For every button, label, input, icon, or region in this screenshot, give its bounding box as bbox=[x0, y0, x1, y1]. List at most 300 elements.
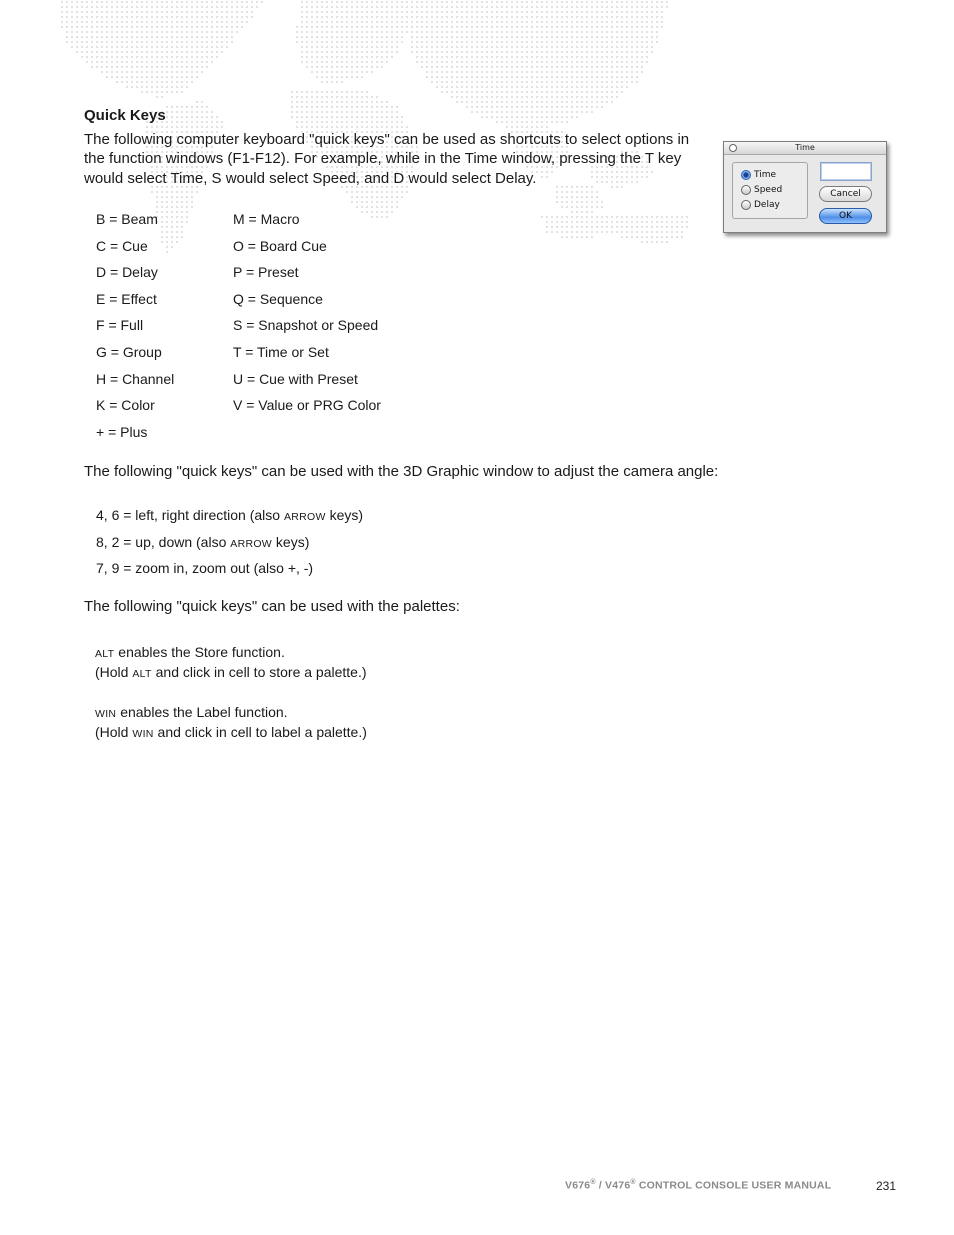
map-dot bbox=[541, 216, 543, 218]
map-dot bbox=[186, 76, 188, 78]
map-dot bbox=[651, 21, 653, 23]
map-dot bbox=[456, 11, 458, 13]
map-dot bbox=[356, 51, 358, 53]
map-dot bbox=[626, 26, 628, 28]
map-dot bbox=[481, 106, 483, 108]
map-dot bbox=[216, 11, 218, 13]
map-dot bbox=[591, 206, 593, 208]
map-dot bbox=[601, 226, 603, 228]
map-dot bbox=[191, 71, 193, 73]
map-dot bbox=[506, 101, 508, 103]
map-dot bbox=[381, 46, 383, 48]
map-dot bbox=[221, 126, 223, 128]
map-dot bbox=[336, 66, 338, 68]
map-dot bbox=[421, 36, 423, 38]
map-dot bbox=[121, 1, 123, 3]
map-dot bbox=[81, 26, 83, 28]
map-dot bbox=[591, 191, 593, 193]
time-value-input[interactable] bbox=[820, 162, 872, 181]
map-dot bbox=[161, 31, 163, 33]
map-dot bbox=[381, 21, 383, 23]
map-dot bbox=[506, 31, 508, 33]
map-dot bbox=[501, 36, 503, 38]
map-dot bbox=[506, 36, 508, 38]
map-dot bbox=[301, 41, 303, 43]
map-dot bbox=[376, 61, 378, 63]
map-dot bbox=[526, 101, 528, 103]
map-dot bbox=[301, 51, 303, 53]
map-dot bbox=[346, 31, 348, 33]
map-dot bbox=[186, 11, 188, 13]
map-dot bbox=[301, 56, 303, 58]
map-dot bbox=[496, 11, 498, 13]
map-dot bbox=[191, 201, 193, 203]
map-dot bbox=[246, 16, 248, 18]
map-dot bbox=[296, 126, 298, 128]
map-dot bbox=[546, 46, 548, 48]
map-dot bbox=[351, 1, 353, 3]
map-dot bbox=[561, 231, 563, 233]
map-dot bbox=[156, 86, 158, 88]
map-dot bbox=[446, 91, 448, 93]
map-dot bbox=[96, 46, 98, 48]
map-dot bbox=[91, 61, 93, 63]
map-dot bbox=[491, 46, 493, 48]
map-dot bbox=[646, 41, 648, 43]
map-dot bbox=[161, 96, 163, 98]
map-dot bbox=[216, 31, 218, 33]
map-dot bbox=[351, 6, 353, 8]
map-dot bbox=[521, 96, 523, 98]
map-dot bbox=[326, 106, 328, 108]
map-dot bbox=[541, 16, 543, 18]
map-dot bbox=[336, 51, 338, 53]
map-dot bbox=[446, 51, 448, 53]
map-dot bbox=[76, 31, 78, 33]
map-dot bbox=[206, 26, 208, 28]
map-dot bbox=[191, 11, 193, 13]
map-dot bbox=[296, 101, 298, 103]
map-dot bbox=[531, 71, 533, 73]
close-icon[interactable] bbox=[729, 144, 737, 152]
map-dot bbox=[571, 216, 573, 218]
map-dot bbox=[551, 86, 553, 88]
map-dot bbox=[616, 31, 618, 33]
registered-mark: ® bbox=[630, 1179, 636, 1186]
map-dot bbox=[571, 1, 573, 3]
map-dot bbox=[566, 41, 568, 43]
map-dot bbox=[511, 56, 513, 58]
map-dot bbox=[641, 61, 643, 63]
map-dot bbox=[576, 51, 578, 53]
map-dot bbox=[176, 106, 178, 108]
map-dot bbox=[551, 56, 553, 58]
map-dot bbox=[516, 86, 518, 88]
map-dot bbox=[216, 16, 218, 18]
map-dot bbox=[401, 36, 403, 38]
map-dot bbox=[296, 111, 298, 113]
map-dot bbox=[566, 1, 568, 3]
map-dot bbox=[536, 31, 538, 33]
map-dot bbox=[621, 56, 623, 58]
map-dot bbox=[561, 106, 563, 108]
map-dot bbox=[641, 241, 643, 243]
map-dot bbox=[176, 31, 178, 33]
map-dot bbox=[506, 66, 508, 68]
map-dot bbox=[396, 201, 398, 203]
map-dot bbox=[576, 66, 578, 68]
map-dot bbox=[371, 116, 373, 118]
map-dot bbox=[151, 76, 153, 78]
map-dot bbox=[166, 16, 168, 18]
map-dot bbox=[166, 51, 168, 53]
map-dot bbox=[421, 41, 423, 43]
map-dot bbox=[386, 121, 388, 123]
map-dot bbox=[581, 221, 583, 223]
map-dot bbox=[571, 6, 573, 8]
map-dot bbox=[126, 61, 128, 63]
map-dot bbox=[211, 61, 213, 63]
map-dot bbox=[326, 46, 328, 48]
map-dot bbox=[431, 21, 433, 23]
map-dot bbox=[401, 191, 403, 193]
map-dot bbox=[571, 106, 573, 108]
key-item: E = Effect bbox=[96, 290, 157, 307]
map-dot bbox=[531, 41, 533, 43]
map-dot bbox=[506, 26, 508, 28]
map-dot bbox=[541, 11, 543, 13]
map-dot bbox=[561, 71, 563, 73]
map-dot bbox=[156, 1, 158, 3]
map-dot bbox=[521, 76, 523, 78]
map-dot bbox=[451, 51, 453, 53]
map-dot bbox=[436, 81, 438, 83]
map-dot bbox=[641, 221, 643, 223]
map-dot bbox=[566, 91, 568, 93]
map-dot bbox=[116, 41, 118, 43]
map-dot bbox=[326, 121, 328, 123]
map-dot bbox=[196, 76, 198, 78]
map-dot bbox=[571, 71, 573, 73]
map-dot bbox=[356, 111, 358, 113]
map-dot bbox=[316, 101, 318, 103]
map-dot bbox=[356, 16, 358, 18]
map-dot bbox=[436, 36, 438, 38]
map-dot bbox=[586, 11, 588, 13]
map-dot bbox=[656, 236, 658, 238]
map-dot bbox=[511, 61, 513, 63]
map-dot bbox=[126, 46, 128, 48]
radio-delay[interactable] bbox=[741, 200, 780, 210]
map-dot bbox=[481, 16, 483, 18]
map-dot bbox=[661, 241, 663, 243]
map-dot bbox=[461, 46, 463, 48]
map-dot bbox=[521, 61, 523, 63]
time-dialog bbox=[723, 141, 887, 233]
map-dot bbox=[496, 16, 498, 18]
map-dot bbox=[621, 71, 623, 73]
map-dot bbox=[386, 61, 388, 63]
map-dot bbox=[526, 81, 528, 83]
map-dot bbox=[556, 21, 558, 23]
ok-button[interactable]: OK bbox=[819, 208, 872, 224]
map-dot bbox=[401, 121, 403, 123]
map-dot bbox=[496, 96, 498, 98]
map-dot bbox=[536, 86, 538, 88]
map-dot bbox=[141, 6, 143, 8]
map-dot bbox=[356, 191, 358, 193]
map-dot bbox=[376, 196, 378, 198]
map-dot bbox=[566, 61, 568, 63]
map-dot bbox=[591, 226, 593, 228]
map-dot bbox=[511, 31, 513, 33]
map-dot bbox=[511, 121, 513, 123]
map-dot bbox=[386, 111, 388, 113]
map-dot bbox=[316, 106, 318, 108]
map-dot bbox=[126, 76, 128, 78]
map-dot bbox=[256, 6, 258, 8]
map-dot bbox=[596, 31, 598, 33]
key-name: WIN bbox=[132, 728, 154, 740]
map-dot bbox=[161, 21, 163, 23]
map-dot bbox=[121, 31, 123, 33]
map-dot bbox=[491, 101, 493, 103]
map-dot bbox=[621, 41, 623, 43]
map-dot bbox=[356, 116, 358, 118]
map-dot bbox=[371, 71, 373, 73]
map-dot bbox=[151, 16, 153, 18]
map-dot bbox=[601, 26, 603, 28]
map-dot bbox=[351, 96, 353, 98]
map-dot bbox=[356, 36, 358, 38]
map-dot bbox=[516, 31, 518, 33]
map-dot bbox=[621, 36, 623, 38]
map-dot bbox=[171, 91, 173, 93]
map-dot bbox=[521, 126, 523, 128]
map-dot bbox=[86, 61, 88, 63]
map-dot bbox=[571, 201, 573, 203]
map-dot bbox=[141, 66, 143, 68]
map-dot bbox=[496, 31, 498, 33]
map-dot bbox=[551, 231, 553, 233]
map-dot bbox=[366, 121, 368, 123]
map-dot bbox=[626, 31, 628, 33]
map-dot bbox=[111, 41, 113, 43]
map-dot bbox=[446, 16, 448, 18]
map-dot bbox=[406, 16, 408, 18]
map-dot bbox=[216, 126, 218, 128]
map-dot bbox=[361, 116, 363, 118]
map-dot bbox=[301, 116, 303, 118]
map-dot bbox=[171, 36, 173, 38]
map-dot bbox=[436, 66, 438, 68]
map-dot bbox=[526, 91, 528, 93]
map-dot bbox=[481, 11, 483, 13]
map-dot bbox=[191, 1, 193, 3]
map-dot bbox=[121, 26, 123, 28]
map-dot bbox=[236, 11, 238, 13]
map-dot bbox=[601, 206, 603, 208]
map-dot bbox=[196, 126, 198, 128]
radio-time[interactable] bbox=[741, 170, 776, 180]
map-dot bbox=[326, 1, 328, 3]
map-dot bbox=[181, 36, 183, 38]
map-dot bbox=[541, 51, 543, 53]
map-dot bbox=[376, 46, 378, 48]
map-dot bbox=[366, 1, 368, 3]
map-dot bbox=[136, 76, 138, 78]
map-dot bbox=[171, 106, 173, 108]
map-dot bbox=[341, 96, 343, 98]
map-dot bbox=[596, 196, 598, 198]
cancel-button[interactable]: Cancel bbox=[819, 186, 872, 202]
map-dot bbox=[376, 96, 378, 98]
map-dot bbox=[556, 106, 558, 108]
map-dot bbox=[541, 111, 543, 113]
map-dot bbox=[486, 101, 488, 103]
radio-speed[interactable] bbox=[741, 185, 782, 195]
map-dot bbox=[541, 56, 543, 58]
map-dot bbox=[616, 221, 618, 223]
map-dot bbox=[321, 116, 323, 118]
map-dot bbox=[546, 56, 548, 58]
map-dot bbox=[621, 76, 623, 78]
map-dot bbox=[371, 191, 373, 193]
map-dot bbox=[331, 41, 333, 43]
map-dot bbox=[201, 66, 203, 68]
map-dot bbox=[661, 6, 663, 8]
map-dot bbox=[476, 51, 478, 53]
map-dot bbox=[541, 71, 543, 73]
map-dot bbox=[191, 116, 193, 118]
map-dot bbox=[541, 46, 543, 48]
map-dot bbox=[211, 111, 213, 113]
map-dot bbox=[151, 61, 153, 63]
map-dot bbox=[311, 6, 313, 8]
map-dot bbox=[501, 91, 503, 93]
map-dot bbox=[451, 11, 453, 13]
map-dot bbox=[461, 71, 463, 73]
map-dot bbox=[191, 106, 193, 108]
map-dot bbox=[516, 16, 518, 18]
map-dot bbox=[336, 121, 338, 123]
map-dot bbox=[341, 66, 343, 68]
map-dot bbox=[361, 36, 363, 38]
map-dot bbox=[311, 46, 313, 48]
map-dot bbox=[611, 56, 613, 58]
map-dot bbox=[651, 231, 653, 233]
map-dot bbox=[186, 86, 188, 88]
map-dot bbox=[141, 91, 143, 93]
map-dot bbox=[516, 111, 518, 113]
map-dot bbox=[626, 11, 628, 13]
map-dot bbox=[496, 106, 498, 108]
map-dot bbox=[446, 46, 448, 48]
map-dot bbox=[191, 26, 193, 28]
map-dot bbox=[381, 126, 383, 128]
map-dot bbox=[471, 81, 473, 83]
map-dot bbox=[396, 6, 398, 8]
map-dot bbox=[126, 86, 128, 88]
alt-key-note bbox=[95, 643, 367, 683]
map-dot bbox=[591, 61, 593, 63]
map-dot bbox=[541, 106, 543, 108]
map-dot bbox=[376, 36, 378, 38]
map-dot bbox=[156, 31, 158, 33]
map-dot bbox=[171, 121, 173, 123]
map-dot bbox=[371, 126, 373, 128]
map-dot bbox=[476, 96, 478, 98]
map-dot bbox=[591, 101, 593, 103]
map-dot bbox=[296, 36, 298, 38]
map-dot bbox=[446, 86, 448, 88]
map-dot bbox=[311, 56, 313, 58]
map-dot bbox=[571, 41, 573, 43]
map-dot bbox=[471, 86, 473, 88]
map-dot bbox=[316, 71, 318, 73]
map-dot bbox=[106, 21, 108, 23]
map-dot bbox=[576, 111, 578, 113]
map-dot bbox=[526, 41, 528, 43]
key-item: Q = Sequence bbox=[233, 290, 323, 307]
map-dot bbox=[186, 31, 188, 33]
map-dot bbox=[586, 86, 588, 88]
map-dot bbox=[341, 1, 343, 3]
map-dot bbox=[386, 196, 388, 198]
map-dot bbox=[416, 6, 418, 8]
map-dot bbox=[176, 206, 178, 208]
map-dot bbox=[381, 66, 383, 68]
map-dot bbox=[366, 191, 368, 193]
map-dot bbox=[131, 31, 133, 33]
map-dot bbox=[391, 26, 393, 28]
map-dot bbox=[551, 116, 553, 118]
map-dot bbox=[381, 11, 383, 13]
map-dot bbox=[581, 111, 583, 113]
map-dot bbox=[546, 11, 548, 13]
map-dot bbox=[141, 31, 143, 33]
map-dot bbox=[521, 6, 523, 8]
map-dot bbox=[516, 126, 518, 128]
map-dot bbox=[561, 206, 563, 208]
map-dot bbox=[656, 231, 658, 233]
map-dot bbox=[346, 66, 348, 68]
map-dot bbox=[456, 101, 458, 103]
map-dot bbox=[166, 126, 168, 128]
map-dot bbox=[586, 31, 588, 33]
map-dot bbox=[626, 61, 628, 63]
map-dot bbox=[161, 76, 163, 78]
map-dot bbox=[201, 6, 203, 8]
map-dot bbox=[431, 6, 433, 8]
map-dot bbox=[616, 41, 618, 43]
map-dot bbox=[506, 1, 508, 3]
map-dot bbox=[656, 41, 658, 43]
map-dot bbox=[66, 11, 68, 13]
map-dot bbox=[311, 101, 313, 103]
map-dot bbox=[321, 36, 323, 38]
map-dot bbox=[146, 86, 148, 88]
map-dot bbox=[426, 1, 428, 3]
map-dot bbox=[551, 11, 553, 13]
map-dot bbox=[111, 31, 113, 33]
map-dot bbox=[421, 31, 423, 33]
map-dot bbox=[441, 1, 443, 3]
map-dot bbox=[141, 11, 143, 13]
line-text: keys) bbox=[272, 533, 310, 550]
map-dot bbox=[576, 236, 578, 238]
map-dot bbox=[296, 31, 298, 33]
